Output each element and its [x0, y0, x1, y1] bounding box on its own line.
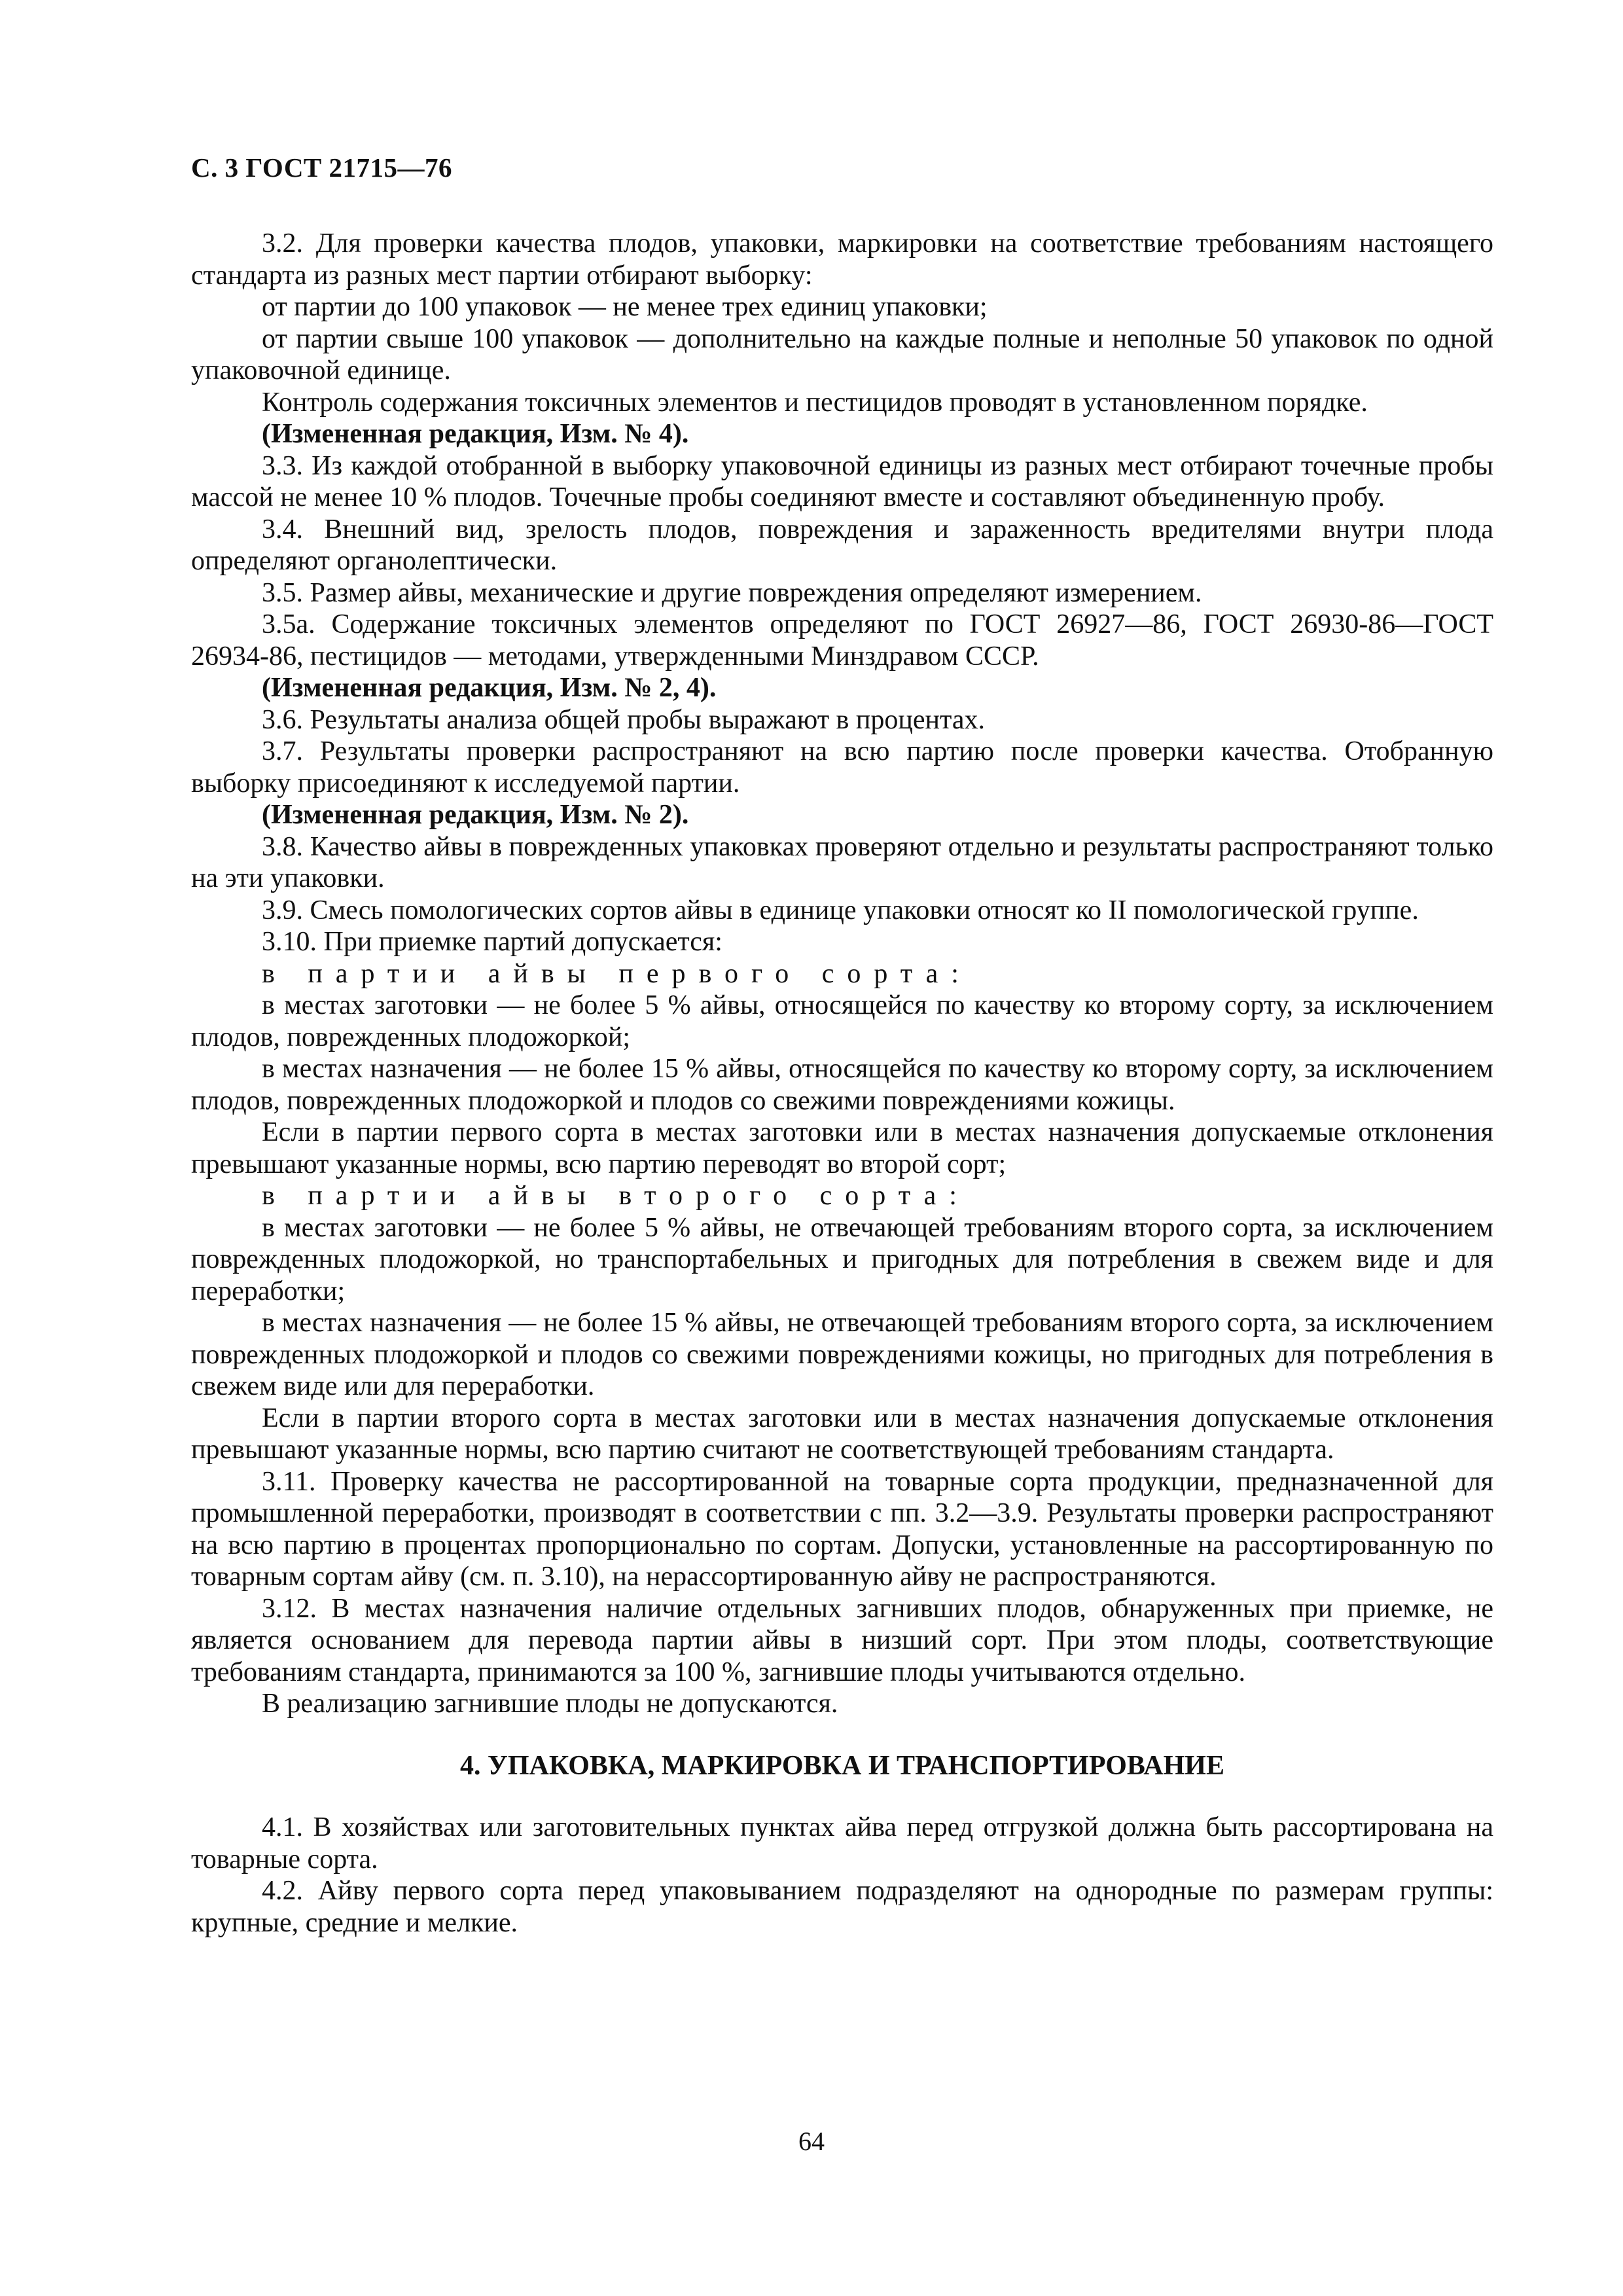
- paragraph-3-3: 3.3. Из каждой отобранной в выборку упаковочной единицы из разных мест отбирают точечные пробы массой не менее 10 % плодов. Точечные пробы соединяют вместе и составляют объединенную пробу.: [191, 450, 1493, 512]
- paragraph: Если в партии первого сорта в местах заготовки или в местах назначения допускаемые отклонения превышают указанные нормы, всю партию переводят во второй сорт;: [191, 1117, 1493, 1179]
- page-number: 64: [798, 2126, 825, 2156]
- paragraph: в местах назначения — не более 15 % айвы, относящейся по качеству ко второму сорту, за исключением плодов, поврежденных плодожоркой и плодов со свежими повреждениями кожицы.: [191, 1054, 1493, 1116]
- section-title: 4. УПАКОВКА, МАРКИРОВКА И ТРАНСПОРТИРОВАНИЕ: [460, 1750, 1224, 1781]
- paragraph: в местах заготовки — не более 5 % айвы, не отвечающей требованиям второго сорта, за исключением поврежденных плодожоркой, но транспортабельных и пригодных для потребления в свежем виде и для переработки;: [191, 1212, 1493, 1306]
- paragraph-3-2: 3.2. Для проверки качества плодов, упаковки, маркировки на соответствие требованиям настоящего стандарта из разных мест партии отбирают выборку:: [191, 228, 1493, 291]
- paragraph-3-7: 3.7. Результаты проверки распространяют на всю партию после проверки качества. Отобранную выборку присоединяют к исследуемой партии.: [191, 736, 1493, 798]
- paragraph-3-10: 3.10. При приемке партий допускается:: [262, 927, 722, 957]
- paragraph-4-1: 4.1. В хозяйствах или заготовительных пунктах айва перед отгрузкой должна быть рассортирована на товарные сорта.: [191, 1812, 1493, 1874]
- paragraph: от партии свыше 100 упаковок — дополнительно на каждые полные и неполные 50 упаковок по одной упаковочной единице.: [191, 323, 1493, 386]
- amendment-note: (Измененная редакция, Изм. № 2).: [262, 800, 689, 830]
- paragraph-3-12: 3.12. В местах назначения наличие отдельных загнивших плодов, обнаруженных при приемке, не является основанием для перевода партии айвы в низший сорт. При этом плоды, соответствующие требованиям стандарта, принимаются за 100 %, загнившие плоды учитываются отдельно.: [191, 1593, 1493, 1687]
- paragraph-3-6: 3.6. Результаты анализа общей пробы выражают в процентах.: [262, 704, 985, 735]
- paragraph: в местах назначения — не более 15 % айвы, не отвечающей требованиям второго сорта, за исключением поврежденных плодожоркой и плодов со свежими повреждениями кожицы, но пригодных для потребления в свежем виде или для переработки.: [191, 1308, 1493, 1401]
- document-body: [191, 228, 1493, 1939]
- paragraph-3-8: 3.8. Качество айвы в поврежденных упаковках проверяют отдельно и результаты распространяют только на эти упаковки.: [191, 831, 1493, 893]
- spaced-subheading: в партии айвы первого сорта:: [262, 958, 972, 989]
- spaced-subheading: в партии айвы второго сорта:: [262, 1181, 970, 1211]
- paragraph: Если в партии второго сорта в местах заготовки или в местах назначения допускаемые отклонения превышают указанные нормы, всю партию считают не соответствующей требованиям стандарта.: [191, 1403, 1493, 1465]
- paragraph: Контроль содержания токсичных элементов и пестицидов проводят в установленном порядке.: [262, 387, 1368, 418]
- paragraph-3-5a: 3.5а. Содержание токсичных элементов определяют по ГОСТ 26927—86, ГОСТ 26930-86—ГОСТ 26934-86, пестицидов — методами, утвержденными Минздравом СССР.: [191, 609, 1493, 672]
- paragraph-3-5: 3.5. Размер айвы, механические и другие повреждения определяют измерением.: [262, 577, 1202, 608]
- paragraph: от партии до 100 упаковок — не менее трех единиц упаковки;: [262, 292, 988, 322]
- paragraph-3-4: 3.4. Внешний вид, зрелость плодов, повреждения и зараженность вредителями внутри плода определяют органолептически.: [191, 514, 1493, 576]
- paragraph: В реализацию загнившие плоды не допускаются.: [262, 1689, 838, 1719]
- page-header: С. 3 ГОСТ 21715—76: [191, 152, 453, 183]
- paragraph-3-9: 3.9. Смесь помологических сортов айвы в единице упаковки относят ко II помологической группе.: [262, 895, 1419, 925]
- amendment-note: (Измененная редакция, Изм. № 4).: [262, 419, 689, 449]
- paragraph-4-2: 4.2. Айву первого сорта перед упаковыванием подразделяют на однородные по размерам группы: крупные, средние и мелкие.: [191, 1876, 1493, 1938]
- paragraph-3-11: 3.11. Проверку качества не рассортированной на товарные сорта продукции, предназначенной для промышленной переработки, производят в соответствии с пп. 3.2—3.9. Результаты проверки распространяют на всю партию в процентах пропорционально по сортам. Допуски, установленные на рассортированную по товарным сортам айву (см. п. 3.10), на нерассортированную айву не распространяются.: [191, 1466, 1493, 1592]
- paragraph: в местах заготовки — не более 5 % айвы, относящейся по качеству ко второму сорту, за исключением плодов, поврежденных плодожоркой;: [191, 990, 1493, 1052]
- amendment-note: (Измененная редакция, Изм. № 2, 4).: [262, 673, 717, 703]
